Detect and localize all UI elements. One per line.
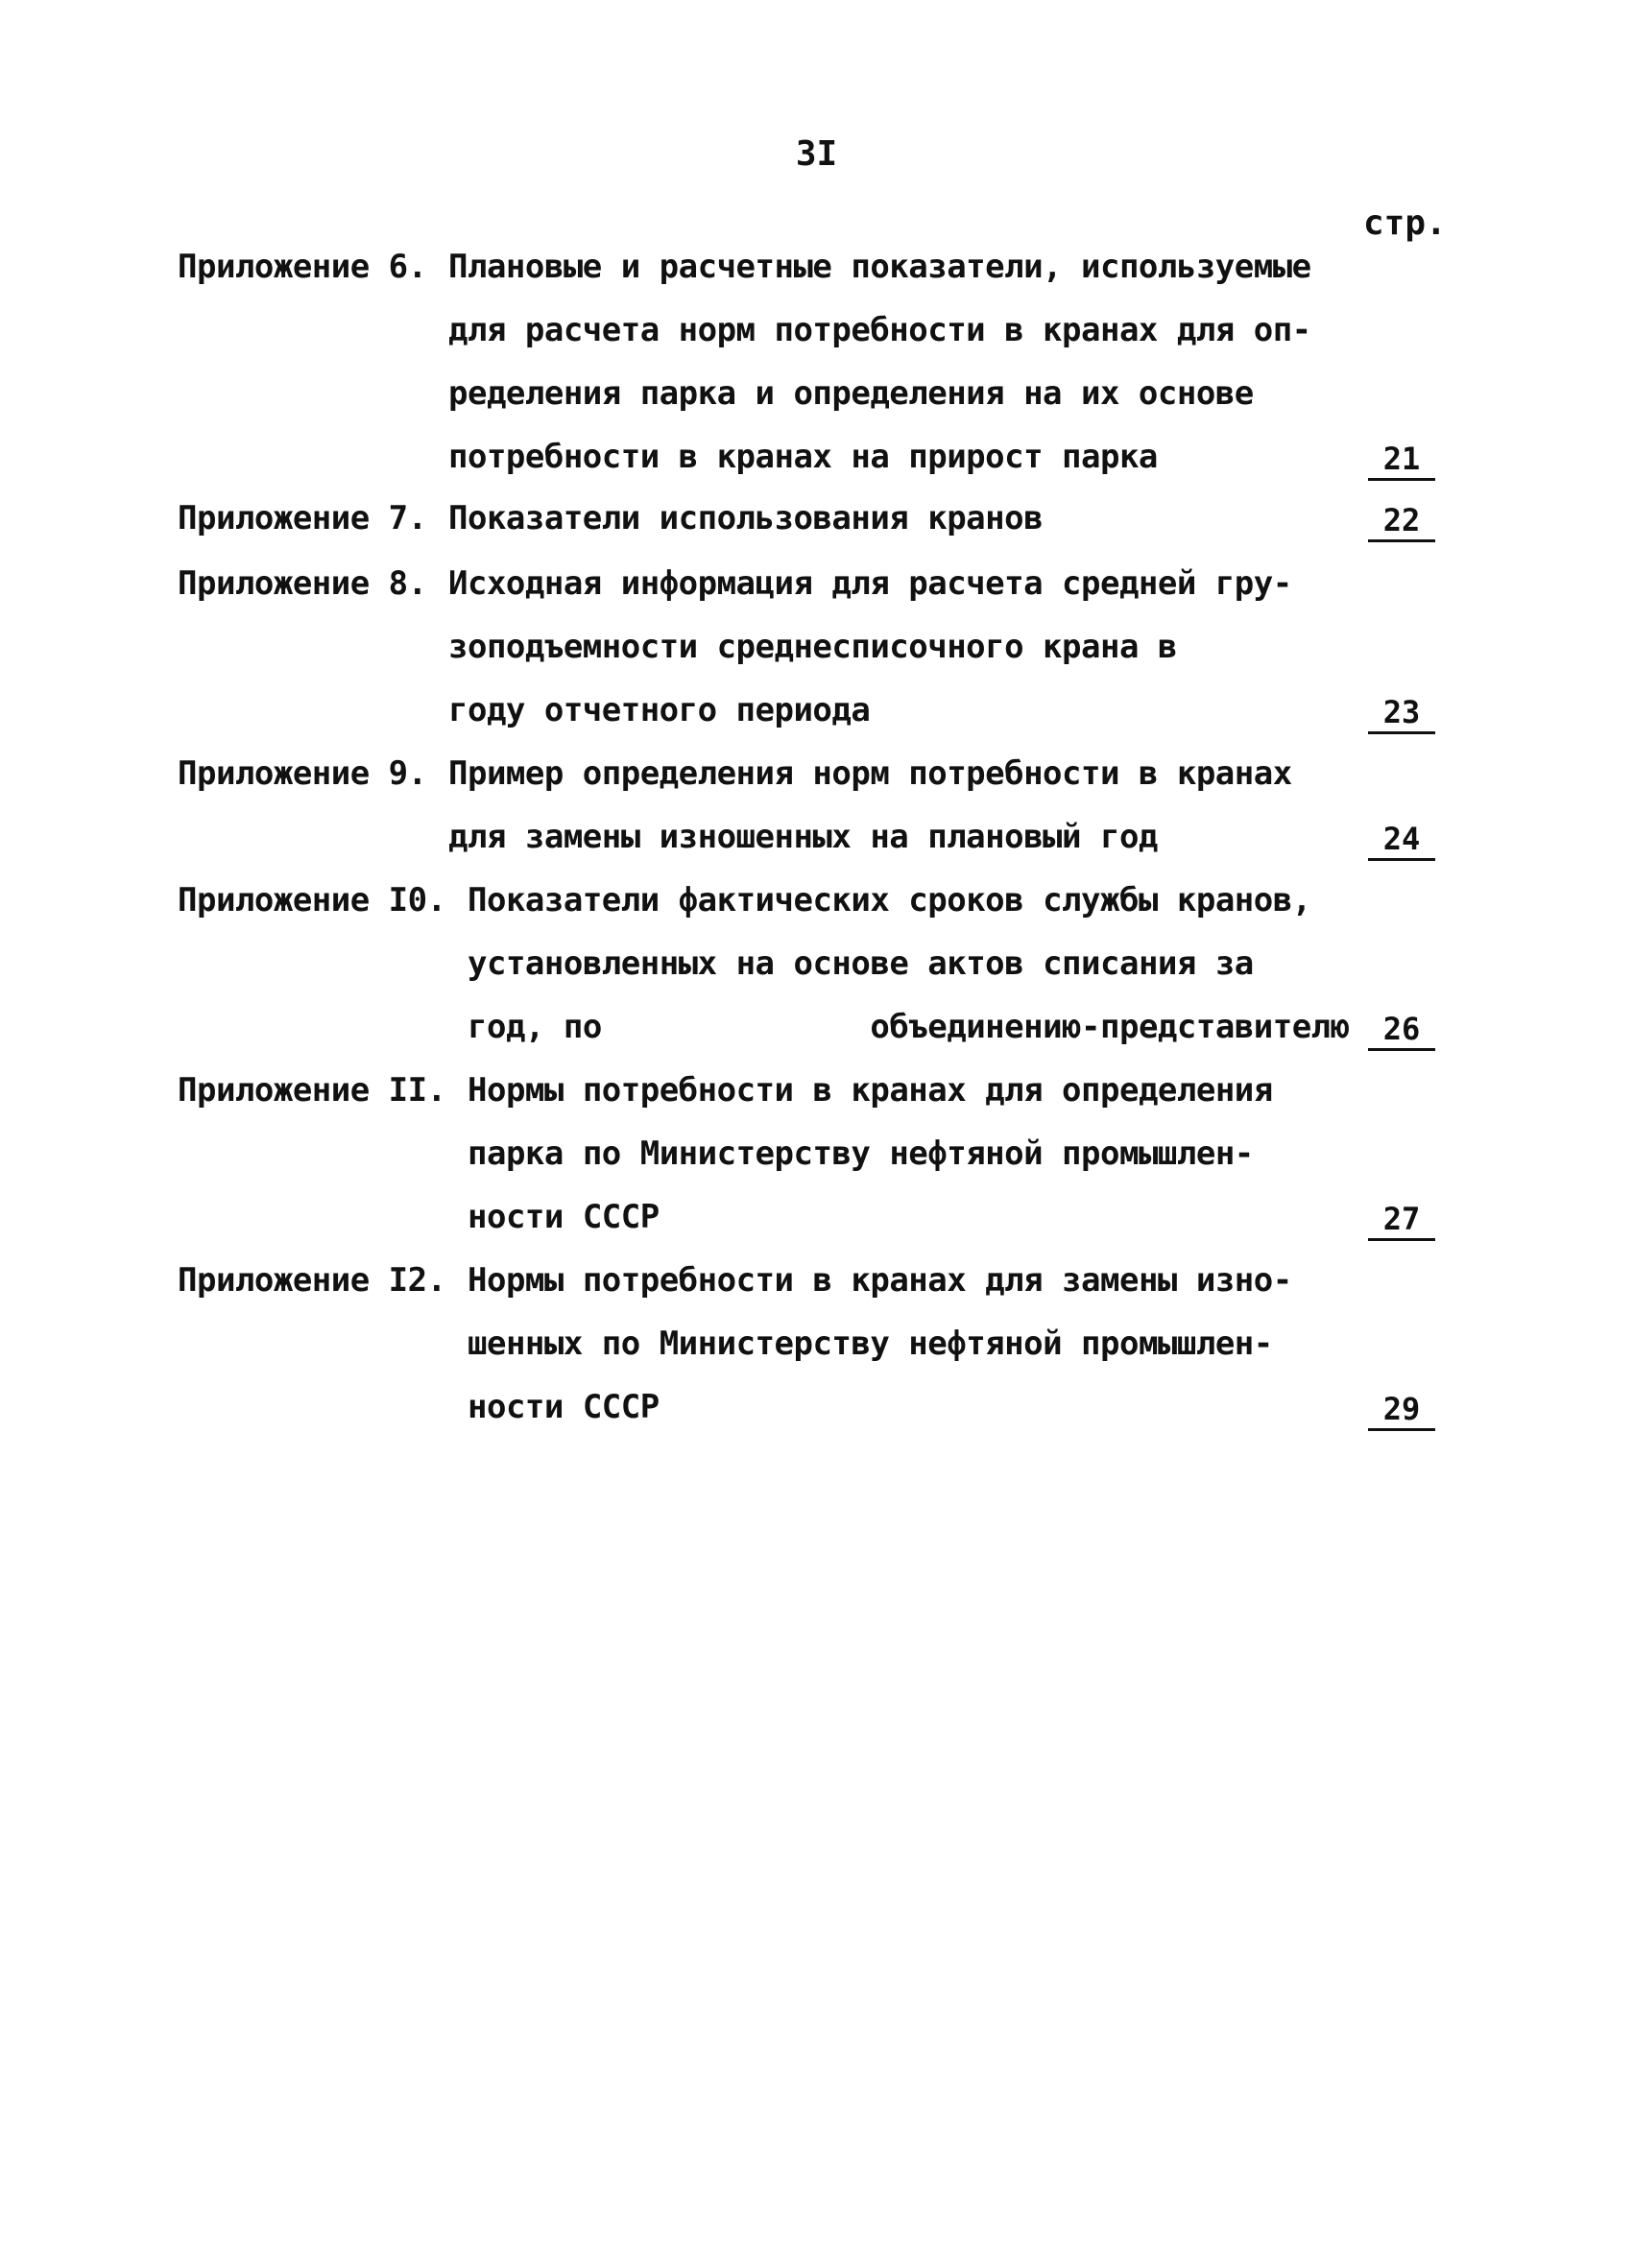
appendix-title-line: Исходная информация для расчета средней гру- — [448, 564, 1292, 603]
appendix-title-line: зоподъемности среднесписочного крана в — [448, 628, 1177, 666]
appendix-title-line: ности СССР — [468, 1198, 660, 1236]
appendix-title-line: Нормы потребности в кранах для замены изно- — [468, 1261, 1292, 1300]
appendix-title-line: Нормы потребности в кранах для определения — [468, 1071, 1273, 1110]
page-reference: 27 — [1368, 1200, 1435, 1241]
appendix-title-line: ности СССР — [468, 1388, 660, 1426]
appendix-label: Приложение I2. — [178, 1261, 446, 1300]
appendix-title-line: установленных на основе актов списания за — [468, 944, 1254, 983]
appendix-title-line: шенных по Министерству нефтяной промышлен- — [468, 1325, 1273, 1363]
appendix-title-line: для замены изношенных на плановый год — [448, 818, 1158, 856]
appendix-title-line: Показатели использования кранов — [448, 499, 1044, 537]
appendix-label: Приложение 7. — [178, 499, 427, 537]
page-number: 3I — [795, 134, 838, 174]
page-reference: 23 — [1368, 693, 1435, 734]
appendix-title-line: ределения парка и определения на их основе — [448, 374, 1254, 413]
appendix-label: Приложение 9. — [178, 754, 427, 793]
appendix-label: Приложение 6. — [178, 248, 427, 286]
page-reference: 24 — [1368, 820, 1435, 861]
page-reference: 21 — [1368, 440, 1435, 481]
appendix-label: Приложение 8. — [178, 564, 427, 603]
page-column-header: стр. — [1363, 203, 1447, 243]
appendix-title-line: парка по Министерству нефтяной промышлен- — [468, 1134, 1254, 1173]
page-reference: 22 — [1368, 501, 1435, 542]
appendix-title-line: год, по объединению-представителю — [468, 1008, 1350, 1046]
appendix-label: Приложение II. — [178, 1071, 446, 1110]
appendix-title-line: потребности в кранах на прирост парка — [448, 438, 1158, 476]
appendix-title-line: Пример определения норм потребности в кранах — [448, 754, 1292, 793]
appendix-title-line: Плановые и расчетные показатели, используемые — [448, 248, 1311, 286]
appendix-title-line: для расчета норм потребности в кранах для оп- — [448, 311, 1311, 349]
page-reference: 29 — [1368, 1390, 1435, 1431]
appendix-title-line: году отчетного периода — [448, 691, 871, 729]
page-reference: 26 — [1368, 1010, 1435, 1051]
appendix-label: Приложение I0. — [178, 881, 446, 919]
appendix-title-line: Показатели фактических сроков службы кранов, — [468, 881, 1311, 919]
